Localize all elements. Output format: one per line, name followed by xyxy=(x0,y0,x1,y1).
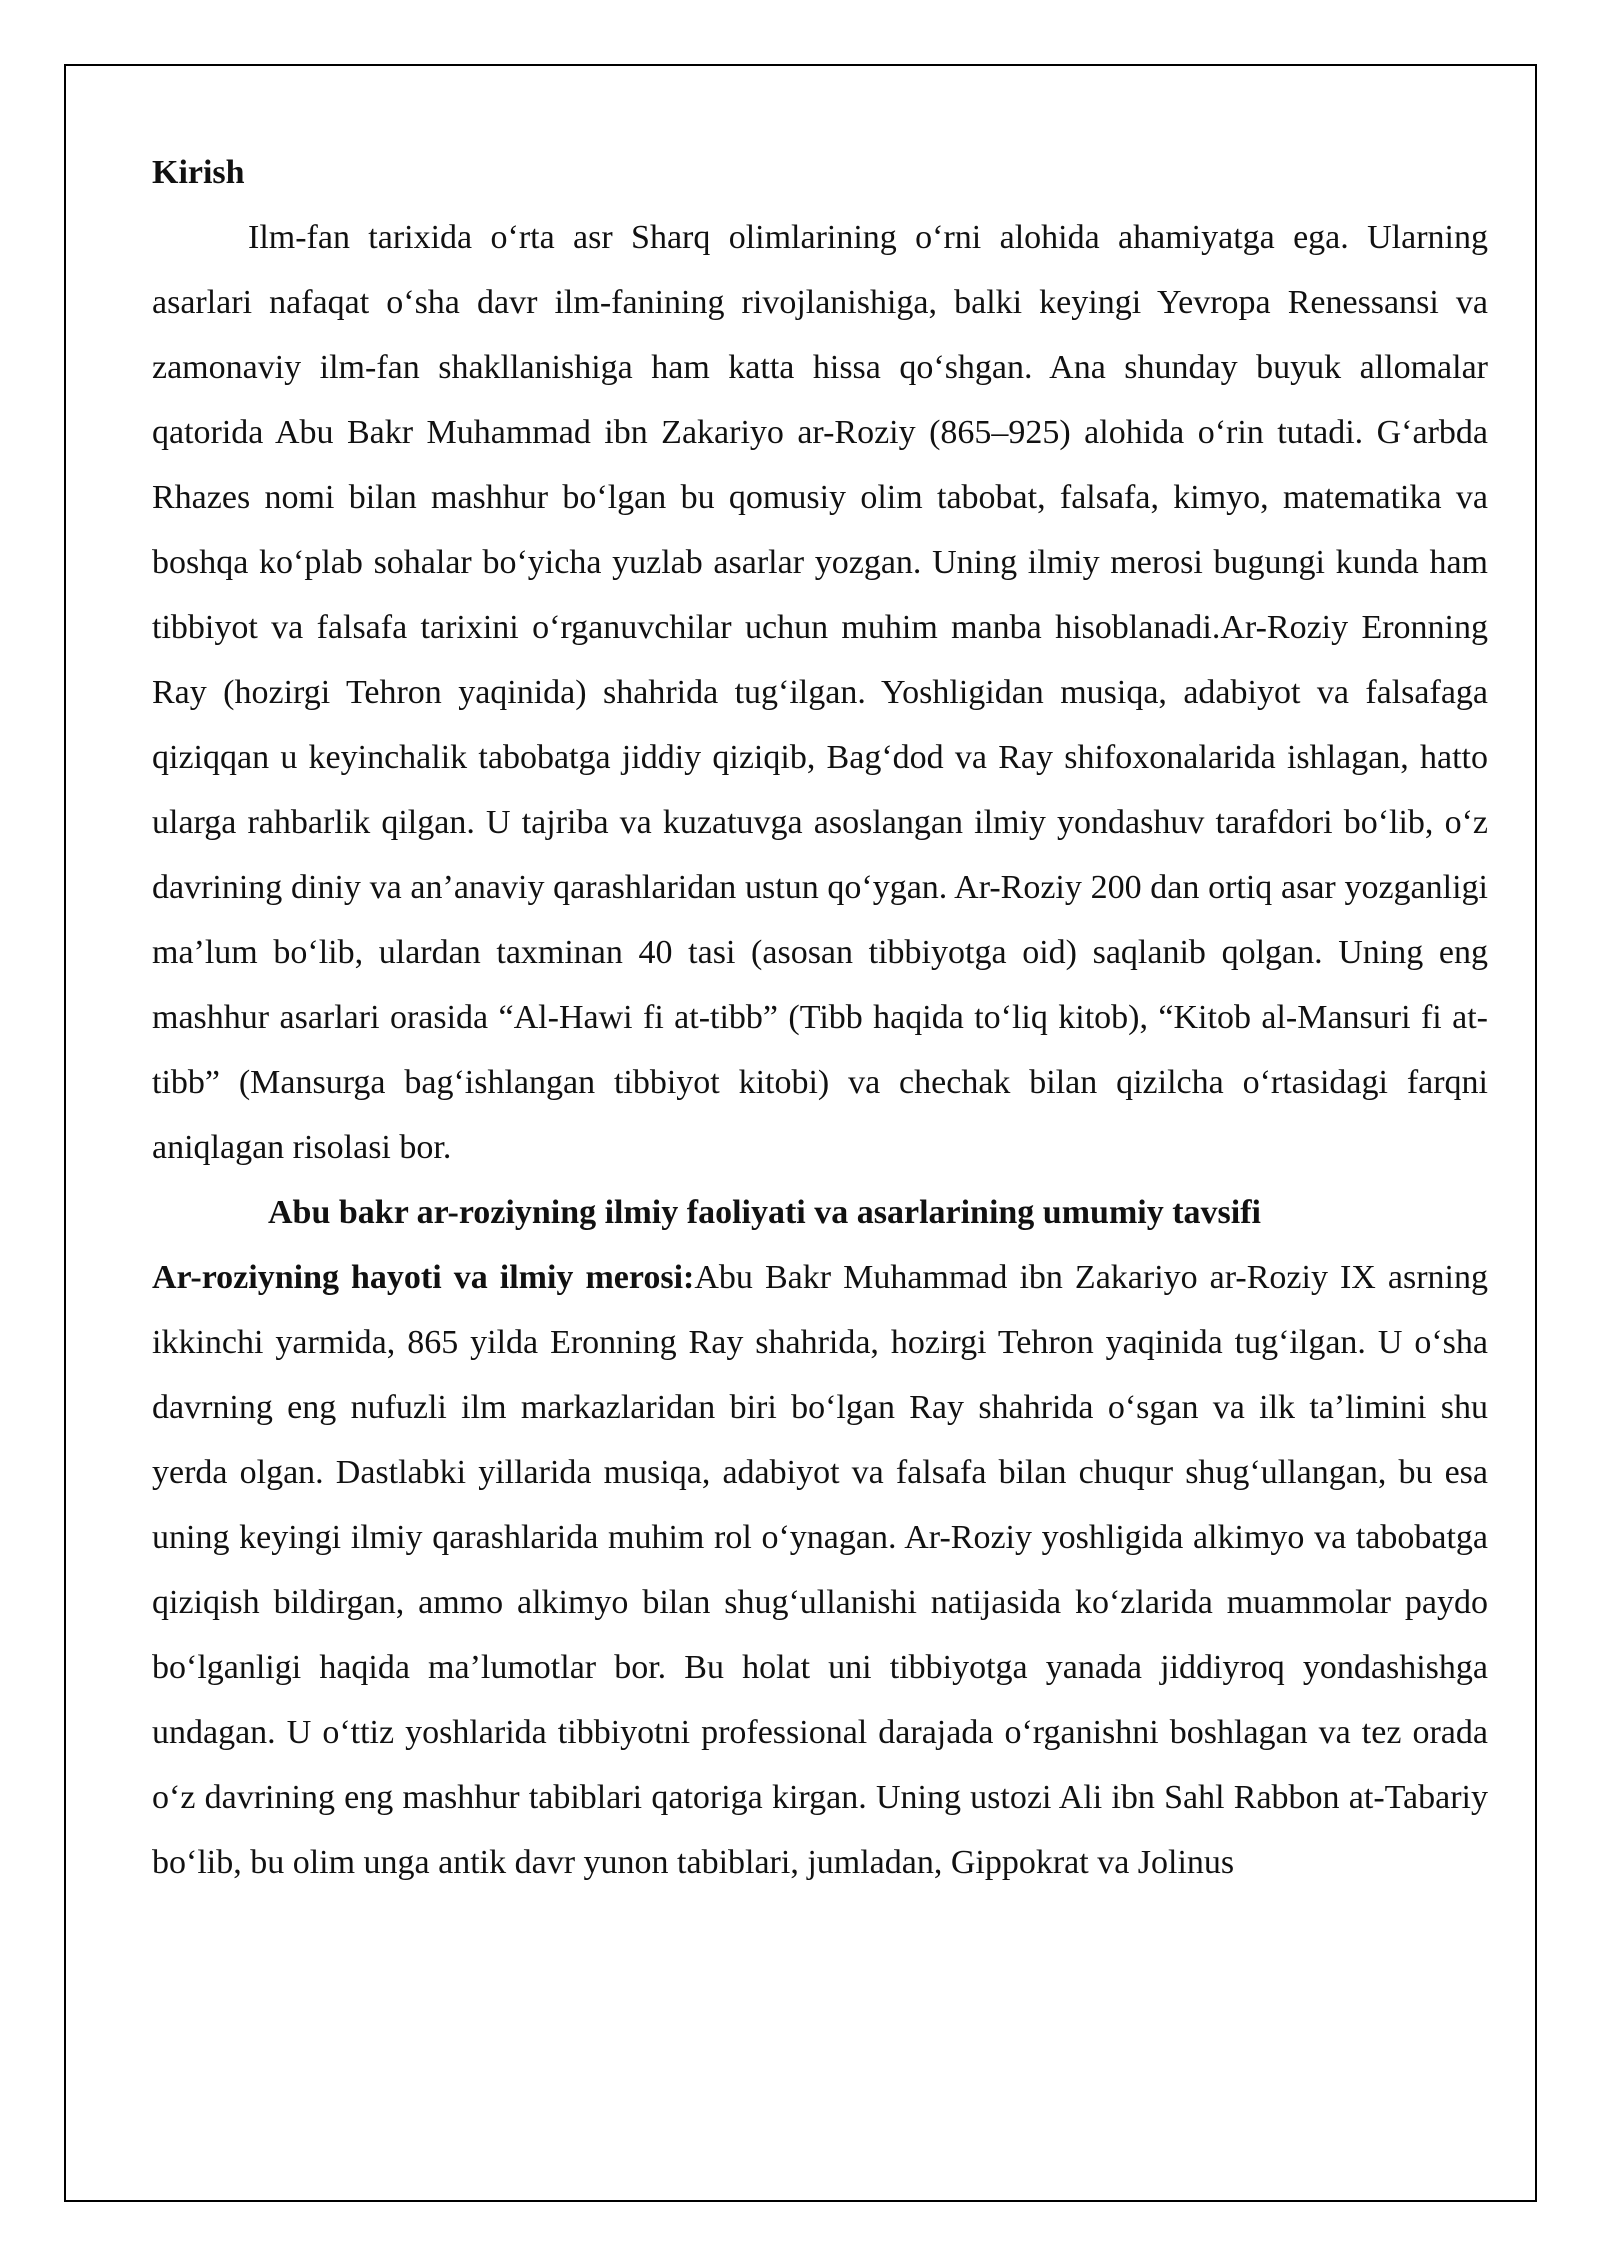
subsection-lead: Ar-roziyning hayoti va ilmiy merosi: xyxy=(152,1259,695,1296)
document-body xyxy=(152,140,1488,1895)
heading-kirish: Kirish xyxy=(152,154,245,191)
intro-paragraph: Ilm-fan tarixida o‘rta asr Sharq olimlarining o‘rni alohida ahamiyatga ega. Ularning asarlari nafaqat o‘sha davr ilm-fanining rivojlanishiga, balki keyingi Yevropa Renessansi va zamonaviy ilm-fan shakllanishiga ham katta hissa qo‘shgan. Ana shunday buyuk allomalar qatorida Abu Bakr Muhammad ibn Zakariyo ar-Roziy (865–925) alohida o‘rin tutadi. G‘arbda Rhazes nomi bilan mashhur bo‘lgan bu qomusiy olim tabobat, falsafa, kimyo, matematika va boshqa ko‘plab sohalar bo‘yicha yuzlab asarlar yozgan. Uning ilmiy merosi bugungi kunda ham tibbiyot va falsafa tarixini o‘rganuvchilar uchun muhim manba hisoblanadi.Ar-Roziy Eronning Ray (hozirgi Tehron yaqinida) shahrida tug‘ilgan. Yoshligidan musiqa, adabiyot va falsafaga qiziqqan u keyinchalik tabobatga jiddiy qiziqib, Bag‘dod va Ray shifoxonalarida ishlagan, hatto ularga rahbarlik qilgan. U tajriba va kuzatuvga asoslangan ilmiy yondashuv tarafdori bo‘lib, o‘z davrining diniy va an’anaviy qarashlaridan ustun qo‘ygan. Ar-Roziy 200 dan ortiq asar yozganligi ma’lum bo‘lib, ulardan taxminan 40 tasi (asosan tibbiyotga oid) saqlanib qolgan. Uning eng mashhur asarlari orasida “Al-Hawi fi at-tibb” (Tibb haqida to‘liq kitob), “Kitob al-Mansuri fi at-tibb” (Mansurga bag‘ishlangan tibbiyot kitobi) va chechak bilan qizilcha o‘rtasidagi farqni aniqlagan risolasi bor. xyxy=(152,219,1488,1166)
subsection-paragraph: Abu Bakr Muhammad ibn Zakariyo ar-Roziy IX asrning ikkinchi yarmida, 865 yilda Eronning Ray shahrida, hozirgi Tehron yaqinida tug‘ilgan. U o‘sha davrning eng nufuzli ilm markazlaridan biri bo‘lgan Ray shahrida o‘sgan va ilk ta’limini shu yerda olgan. Dastlabki yillarida musiqa, adabiyot va falsafa bilan chuqur shug‘ullangan, bu esa uning keyingi ilmiy qarashlarida muhim rol o‘ynagan. Ar-Roziy yoshligida alkimyo va tabobatga qiziqish bildirgan, ammo alkimyo bilan shug‘ullanishi natijasida ko‘zlarida muammolar paydo bo‘lganligi haqida ma’lumotlar bor. Bu holat uni tibbiyotga yanada jiddiyroq yondashishga undagan. U o‘ttiz yoshlarida tibbiyotni professional darajada o‘rganishni boshlagan va tez orada o‘z davrining eng mashhur tabiblari qatoriga kirgan. Uning ustozi Ali ibn Sahl Rabbon at-Tabariy bo‘lib, bu olim unga antik davr yunon tabiblari, jumladan, Gippokrat va Jolinus xyxy=(152,1259,1488,1881)
subsection-paragraph-container xyxy=(152,1245,1488,1895)
section-title: Abu bakr ar-roziyning ilmiy faoliyati va asarlarining umumiy tavsifi xyxy=(268,1194,1261,1231)
